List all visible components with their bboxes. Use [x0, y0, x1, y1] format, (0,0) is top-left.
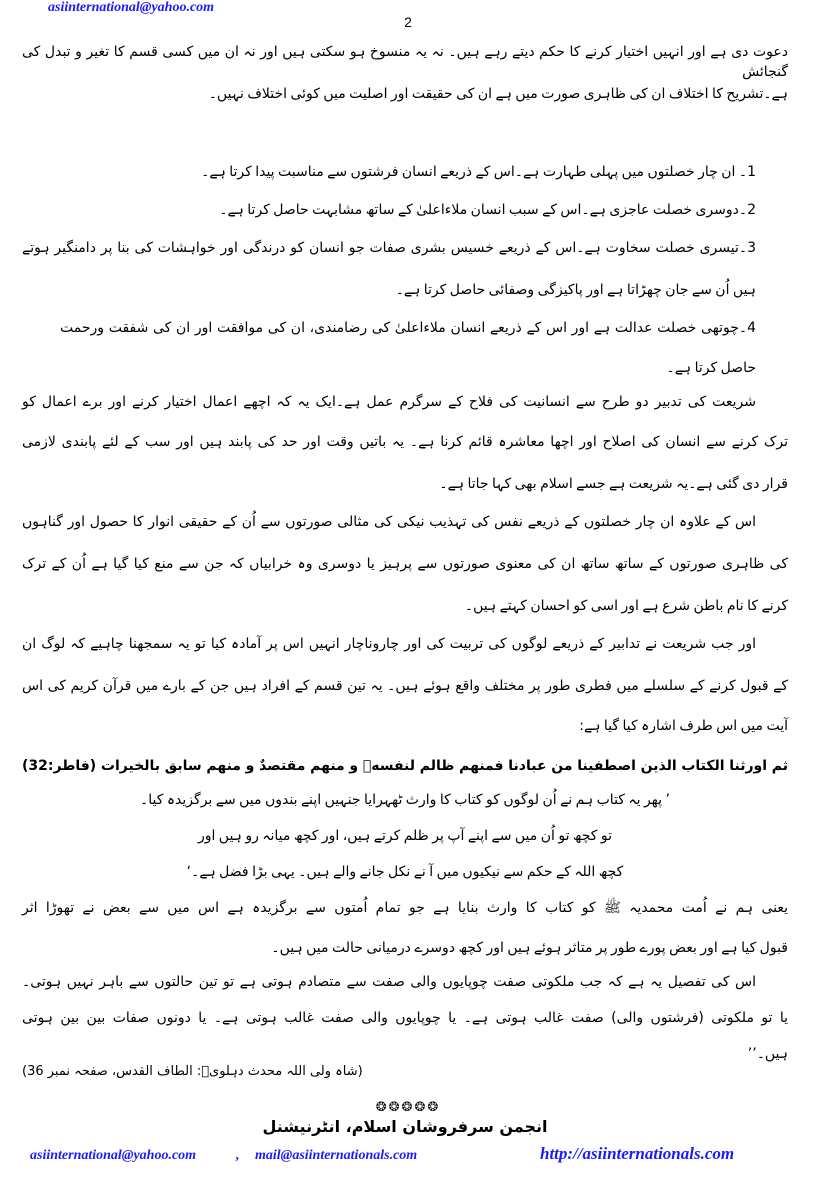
- list-item-3: 3۔تیسری خصلت سخاوت ہے۔اس کے ذریعے خسیس بشری صفات جو انسان کو درندگی اور خواہشات کی بنا پر دامنگیر ہوتے: [22, 240, 756, 256]
- tadabir-line-1: اور جب شریعت نے تدابیر کے ذریعے لوگوں کی تربیت کی اور چاروناچار انہیں اس پر آمادہ کیا تو یہ سمجھنا چاہیے کہ لوگ ان: [22, 636, 756, 652]
- shariat-line-2: ترک کرنے سے انسان کی اصلاح اور اچھا معاشرہ قائم کرنا ہے۔ یہ باتیں وقت اور حد کی پابند ہیں اور سب کے لئے پابندی لازمی: [22, 434, 788, 450]
- tafseel-line-1: اس کی تفصیل یہ ہے کہ جب ملکوتی صفت چوپایوں والی صفت سے متصادم ہوتی ہے تو تین حالتوں سے باہر نہیں ہوتی۔: [22, 974, 756, 990]
- quran-ayah: ثم اورثنا الكتاب الذين اصطفينا من عبادنا فمنهم ظالم لنفسهٖ و منهم مقتصدٌ و منهم سابق بالخيرات (فاطر:32): [22, 758, 788, 774]
- ornament-stars: ❂❂❂❂❂: [375, 1100, 441, 1115]
- tadabir-line-3: آیت میں اس طرف اشارہ کیا گیا ہے:: [579, 718, 788, 734]
- footer-separator: ,: [236, 1148, 240, 1163]
- organization-name: انجمن سرفروشان اسلام، انٹرنیشنل: [262, 1117, 548, 1136]
- batin-line-1: اس کے علاوہ ان چار خصلتوں کے ذریعے نفس کی تہذیب نیکی کی مثالی صورتوں سے اُن کے حقیقی انوار کا حصول اور گناہوں: [22, 514, 756, 530]
- footer-email-2[interactable]: mail@asiinternationals.com: [255, 1148, 418, 1163]
- translation-line-2: تو کچھ تو اُن میں سے اپنے آپ پر ظلم کرتے ہیں، اور کچھ میانہ رو ہیں اور: [197, 828, 613, 844]
- tadabir-line-2: کے قبول کرنے کے سلسلے میں فطری طور پر مختلف واقع ہوئے ہیں۔ یہ تین قسم کے افراد ہیں جن کے بارے میں قرآن کریم کی اس: [22, 678, 788, 694]
- footer-website[interactable]: http://asiinternationals.com: [540, 1144, 735, 1163]
- tafseel-line-2: یا تو ملکوتی (فرشتوں والی) صفت غالب ہوتی ہے۔ یا چوپایوں والی صفت غالب ہوتی ہے۔ یا دونوں صفات بین بین ہوتی: [22, 1010, 788, 1026]
- list-item-3-cont: ہیں اُن سے جان چھڑاتا ہے اور پاکیزگی وصفائی حاصل کرتا ہے۔: [395, 282, 756, 298]
- header-email[interactable]: asiinternational@yahoo.com: [48, 0, 215, 15]
- list-item-2: 2۔دوسری خصلت عاجزی ہے۔اس کے سبب انسان ملاءاعلیٰ کے ساتھ مشابہت حاصل کرتا ہے۔: [219, 202, 756, 218]
- intro-line-1: دعوت دی ہے اور انہیں اختیار کرنے کا حکم دیتے رہے ہیں۔ نہ یہ منسوخ ہو سکتی ہیں اور نہ ان میں کسی قسم کا تغیر و تبدل کی گنجائش: [22, 44, 788, 80]
- shariat-line-3: قرار دی گئی ہے۔یہ شریعت ہے جسے اسلام بھی کہا جاتا ہے۔: [439, 476, 788, 492]
- translation-line-1: ’ پھر یہ کتاب ہم نے اُن لوگوں کو کتاب کا وارث ٹھہرایا جنہیں اپنے بندوں میں سے برگزیدہ کیا۔: [140, 792, 670, 808]
- translation-line-3: کچھ اللہ کے حکم سے نیکیوں میں آ نے نکل جانے والے ہیں۔ یہی بڑا فضل ہے۔‘: [186, 864, 624, 880]
- footer-email-1[interactable]: asiinternational@yahoo.com: [30, 1148, 197, 1163]
- shariat-line-1: شریعت کی تدبیر دو طرح سے انسانیت کی فلاح کے سرگرم عمل ہے۔ایک یہ کہ اچھے اعمال اختیار کرنے اور برے اعمال کو: [22, 394, 756, 410]
- ummat-line-1: یعنی ہم نے اُمت محمدیہ ﷺ کو کتاب کا وارث بنایا ہے جو تمام اُمتوں سے برگزیدہ ہے اس میں سے بعض نے تھوڑا اثر: [22, 900, 788, 916]
- intro-line-2: ہے۔تشریح کا اختلاف ان کی ظاہری صورت میں ہے ان کی حقیقت اور اصلیت میں کوئی اختلاف نہیں۔: [208, 86, 788, 102]
- list-item-4-cont: حاصل کرتا ہے۔: [666, 360, 756, 376]
- list-item-1: 1۔ ان چار خصلتوں میں پہلی طہارت ہے۔اس کے ذریعے انسان فرشتوں سے مناسبت پیدا کرتا ہے۔: [201, 164, 756, 180]
- citation: (شاہ ولی اللہ محدث دہلویؒ: الطاف القدس، صفحہ نمبر 36): [22, 1064, 363, 1079]
- batin-line-3: کرنے کا نام باطن شرع ہے اور اسی کو احسان کہتے ہیں۔: [464, 598, 788, 614]
- batin-line-2: کی ظاہری صورتوں کے ساتھ ساتھ ان کی معنوی صورتوں سے پرہیز یا دوسری وہ خرابیاں کہ جن سے منع کیا گیا ہے اُن کے ترک: [22, 556, 788, 572]
- ummat-line-2: قبول کیا ہے اور بعض پورے طور پر متاثر ہوئے ہیں اور کچھ دوسرے درمیانی حالت میں ہیں۔: [271, 940, 788, 956]
- tafseel-line-3: ہیں۔’’: [747, 1046, 788, 1062]
- list-item-4: 4۔چوتھی خصلت عدالت ہے اور اس کے ذریعے انسان ملاءاعلیٰ کی رضامندی، ان کی موافقت اور ان کی شفقت ورحمت: [60, 320, 756, 336]
- page-number: 2: [404, 14, 412, 30]
